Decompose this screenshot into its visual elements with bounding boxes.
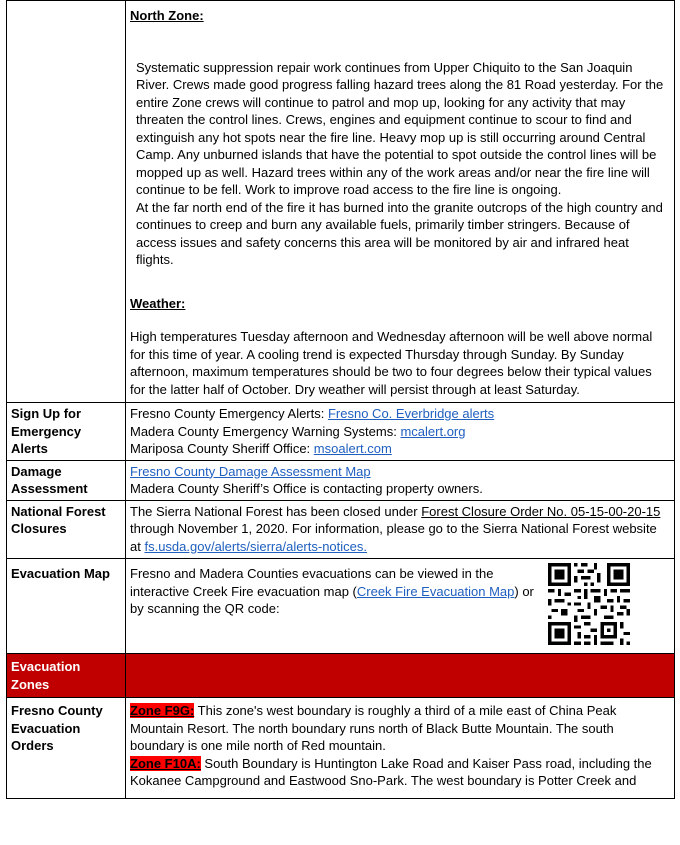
fresno-orders-content bbox=[126, 698, 675, 799]
signup-label: Sign Up for Emergency Alerts bbox=[7, 403, 126, 461]
fresno-alerts-prefix: Fresno County Emergency Alerts: bbox=[130, 406, 328, 421]
evacuation-zones-label: Evacuation Zones bbox=[7, 654, 126, 698]
weather-text: High temperatures Tuesday afternoon and Wednesday afternoon will be well above normal for this time of year. A cooling trend is expected Thursday through Sunday. By Sunday afternoon, maximum temperatures should be two to four degrees below their typical values for the latter half of October. Dry weather will persist through at least Saturday. bbox=[130, 329, 653, 397]
north-zone-heading: North Zone: bbox=[130, 8, 204, 23]
signup-content bbox=[126, 403, 675, 461]
madera-damage-text: Madera County Sheriff’s Office is contacting property owners. bbox=[130, 481, 483, 496]
msoalert-link[interactable]: msoalert.com bbox=[313, 441, 392, 456]
evacuation-zones-banner-fill bbox=[126, 654, 675, 698]
zone-f10a-text: South Boundary is Huntington Lake Road and Kaiser Pass road, including the Kokanee Campground and Eastwood Sno-Park. The west boundary is Potter Creek and bbox=[130, 755, 652, 788]
forest-label: National Forest Closures bbox=[7, 500, 126, 559]
fresno-everbridge-link[interactable]: Fresno Co. Everbridge alerts bbox=[327, 406, 495, 421]
fresno-orders-row bbox=[7, 698, 675, 799]
damage-label: Damage Assessment bbox=[7, 460, 126, 500]
signup-row bbox=[7, 403, 675, 461]
zone-f10a-tag: Zone F10A: bbox=[130, 755, 201, 771]
evac-map-text-2: ) or by scanning the QR code: bbox=[130, 583, 534, 616]
fresno-orders-label: Fresno County Evacuation Orders bbox=[7, 698, 126, 799]
evac-map-row bbox=[7, 559, 675, 654]
evacuation-zones-banner bbox=[7, 654, 675, 698]
zone-f9g-text: This zone's west boundary is roughly a third of a mile east of China Peak Mountain Resort. The north boundary runs north of Black Butte Mountain. The south boundary is one mile north of Red mountain. bbox=[130, 703, 617, 753]
zone-f9g-tag: Zone F9G: bbox=[130, 703, 195, 718]
info-table bbox=[6, 0, 675, 799]
north-zone-content bbox=[126, 1, 675, 403]
evac-map-content bbox=[126, 559, 675, 654]
fresno-alerts-line bbox=[130, 405, 669, 423]
north-zone-paragraph-2: At the far north end of the fire it has burned into the granite outcrops of the high country and continues to creep and burn any available fuels, primarily timber stringers. Because of access issues and safety concerns this area will be monitored by air and infrared heat flights. bbox=[136, 199, 663, 267]
damage-assessment-link[interactable]: Fresno County Damage Assessment Map bbox=[130, 463, 371, 479]
qr-code-icon[interactable] bbox=[548, 563, 630, 645]
mariposa-alerts-prefix: Mariposa County Sheriff Office: bbox=[130, 441, 314, 456]
closure-order-number: Forest Closure Order No. 05-15-00-20-15 bbox=[421, 503, 661, 519]
sierra-alerts-link[interactable]: fs.usda.gov/alerts/sierra/alerts-notices. bbox=[144, 538, 368, 554]
zone-f10a bbox=[130, 755, 669, 790]
madera-alerts-prefix: Madera County Emergency Warning Systems: bbox=[130, 423, 401, 439]
mariposa-alerts-line bbox=[130, 440, 669, 458]
weather-heading: Weather: bbox=[130, 295, 186, 311]
evac-map-label: Evacuation Map bbox=[7, 559, 126, 654]
madera-alerts-line bbox=[130, 423, 669, 441]
damage-row bbox=[7, 460, 675, 500]
north-zone-label-cell bbox=[7, 1, 126, 403]
evac-map-text-1: Fresno and Madera Counties evacuations can be viewed in the interactive Creek Fire evacuation map ( bbox=[130, 566, 494, 599]
mcalert-link[interactable]: mcalert.org bbox=[400, 423, 466, 439]
forest-text-2: through November 1, 2020. For information, please go to the Sierra National Forest website at bbox=[130, 521, 657, 554]
forest-content bbox=[126, 500, 675, 559]
forest-row bbox=[7, 500, 675, 559]
creek-fire-map-link[interactable]: Creek Fire Evacuation Map bbox=[356, 583, 515, 599]
forest-text-1: The Sierra National Forest has been closed under bbox=[130, 503, 422, 519]
zone-f9g bbox=[130, 702, 669, 755]
north-zone-paragraph-1: Systematic suppression repair work continues from Upper Chiquito to the San Joaquin River. Crews made good progress falling hazard trees along the 81 Road yesterday. For the entire Zone crews will continue to patrol and mop up, looking for any activity that may threaten the control lines. Crews, engines and equipment continue to scour to find and extinguish any hot spots near the fire line. Heavy mop up is still occurring around Central Camp. Any unburned islands that have the potential to spot outside the control lines will be mopped up as well. Hazard trees within any of the work areas and/or near the fire line will continue to be fell. Work to improve road access to the fire line is ongoing. bbox=[136, 59, 664, 197]
north-zone-row bbox=[7, 1, 675, 403]
damage-content bbox=[126, 460, 675, 500]
